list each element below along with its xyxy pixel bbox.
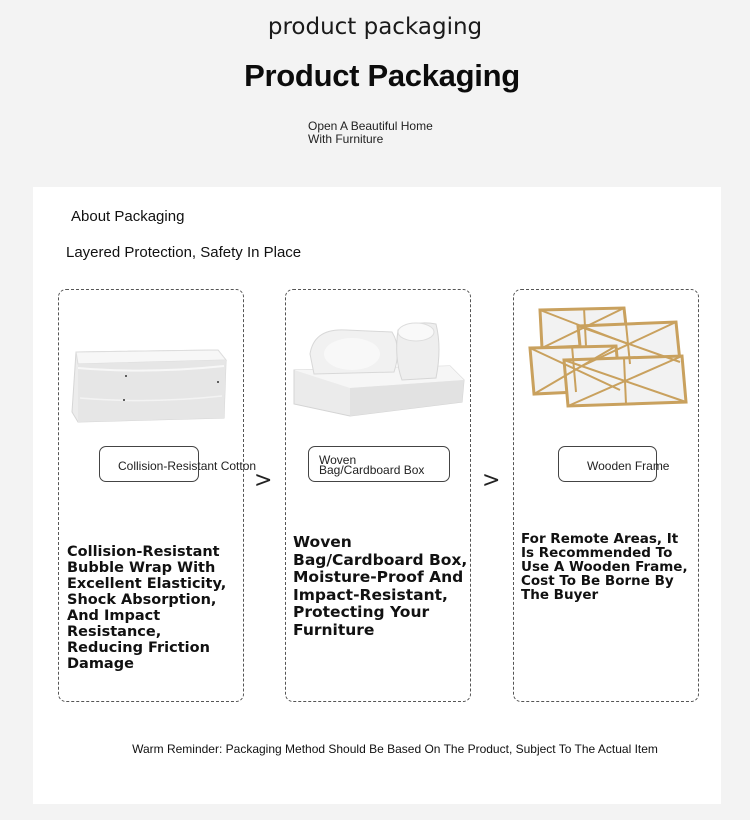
tag-label: Wooden Frame <box>587 459 670 473</box>
step-description-cotton: Collision-Resistant Bubble Wrap With Excellent Elasticity, Shock Absorption, And Impact Resistance, Reducing Friction Damage <box>67 544 227 672</box>
section-heading: About Packaging <box>71 208 185 225</box>
woven-bag-image <box>290 318 466 426</box>
subtitle-line-1: Open A Beautiful Home <box>308 119 433 133</box>
page-top-title: product packaging <box>267 14 483 40</box>
tag-wooden-frame <box>558 446 670 482</box>
tag-collision-resistant-cotton <box>99 446 257 482</box>
warm-reminder: Warm Reminder: Packaging Method Should Be Based On The Product, Subject To The Actual Item <box>132 742 658 756</box>
main-title: Product Packaging <box>244 58 520 93</box>
arrow-2: > <box>482 468 501 493</box>
section-subheading: Layered Protection, Safety In Place <box>66 244 302 261</box>
tag-label-line-2: Bag/Cardboard Box <box>319 463 425 477</box>
subtitle <box>308 120 468 146</box>
subtitle-line-2: With Furniture <box>308 132 384 146</box>
step-description-wooden-frame: For Remote Areas, It Is Recommended To Use A Wooden Frame, Cost To Be Borne By The Buyer <box>521 531 688 603</box>
tag-label: Collision-Resistant Cotton <box>118 459 257 473</box>
arrow-1: > <box>254 468 273 493</box>
wooden-crate-image <box>526 304 688 410</box>
tag-woven-bag-cardboard-box <box>308 446 450 482</box>
bubble-wrap-image <box>68 338 232 428</box>
tag-label-line-1: Woven <box>319 453 357 467</box>
tag-label <box>319 455 424 475</box>
step-description-woven-bag: Woven Bag/Cardboard Box, Moisture-Proof And Impact-Resistant, Protecting Your Furniture <box>293 533 468 639</box>
